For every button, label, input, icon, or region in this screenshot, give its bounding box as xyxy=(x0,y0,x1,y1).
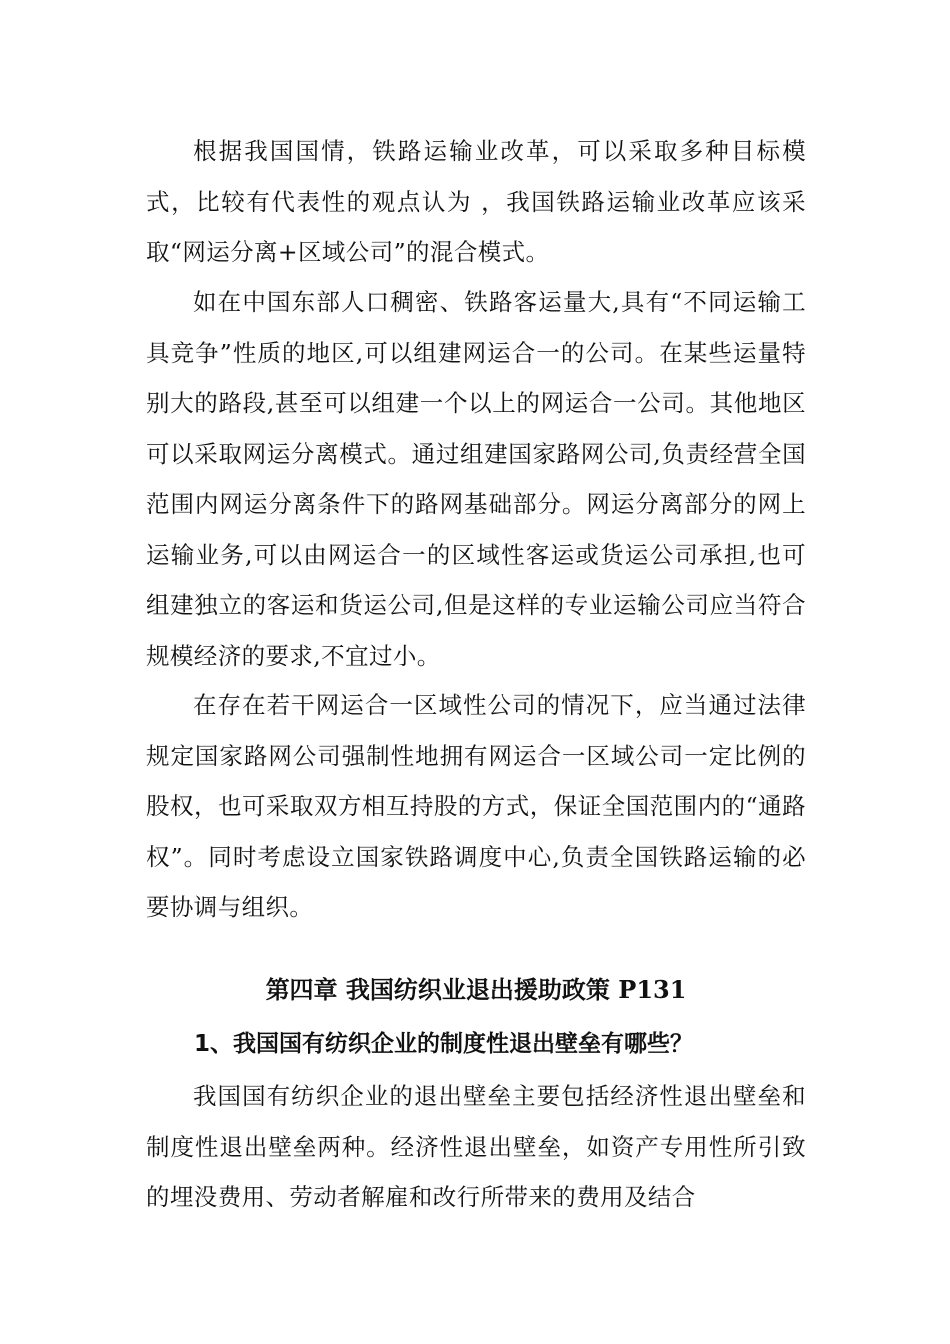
body-paragraph-national-network-company: 在存在若干网运合一区域性公司的情况下，应当通过法律规定国家路网公司强制性地拥有网运合一区域公司一定比例的股权，也可采取双方相互持股的方式，保证全国范围内的“通路权”。同时考虑设立国家铁路调度中心,负责全国铁路运输的必要协调与组织。 xyxy=(146,691,806,921)
answer-paragraph: 我国国有纺织企业的退出壁垒主要包括经济性退出壁垒和制度性退出壁垒两种。经济性退出壁垒，如资产专用性所引致的埋没费用、劳动者解雇和改行所带来的费用及结合 xyxy=(146,1082,806,1211)
question-heading: 1、我国国有纺织企业的制度性退出壁垒有哪些？ xyxy=(194,1031,694,1057)
body-paragraph-railway-reform-model: 根据我国国情，铁路运输业改革，可以采取多种目标模式，比较有代表性的观点认为 ，我国铁路运输业改革应该采取“网运分离+区域公司”的混合模式。 xyxy=(146,137,806,266)
chapter-heading: 第四章 我国纺织业退出援助政策 P131 xyxy=(265,975,687,1004)
body-paragraph-regional-companies: 如在中国东部人口稠密、铁路客运量大,具有“不同运输工具竞争”性质的地区,可以组建网运合一的公司。在某些运量特别大的路段,甚至可以组建一个以上的网运合一公司。其他地区可以采取网运分离模式。通过组建国家路网公司,负责经营全国范围内网运分离条件下的路网基础部分。网运分离部分的网上运输业务,可以由网运合一的区域性客运或货运公司承担,也可组建独立的客运和货运公司,但是这样的专业运输公司应当符合规模经济的要求,不宜过小。 xyxy=(146,288,806,670)
